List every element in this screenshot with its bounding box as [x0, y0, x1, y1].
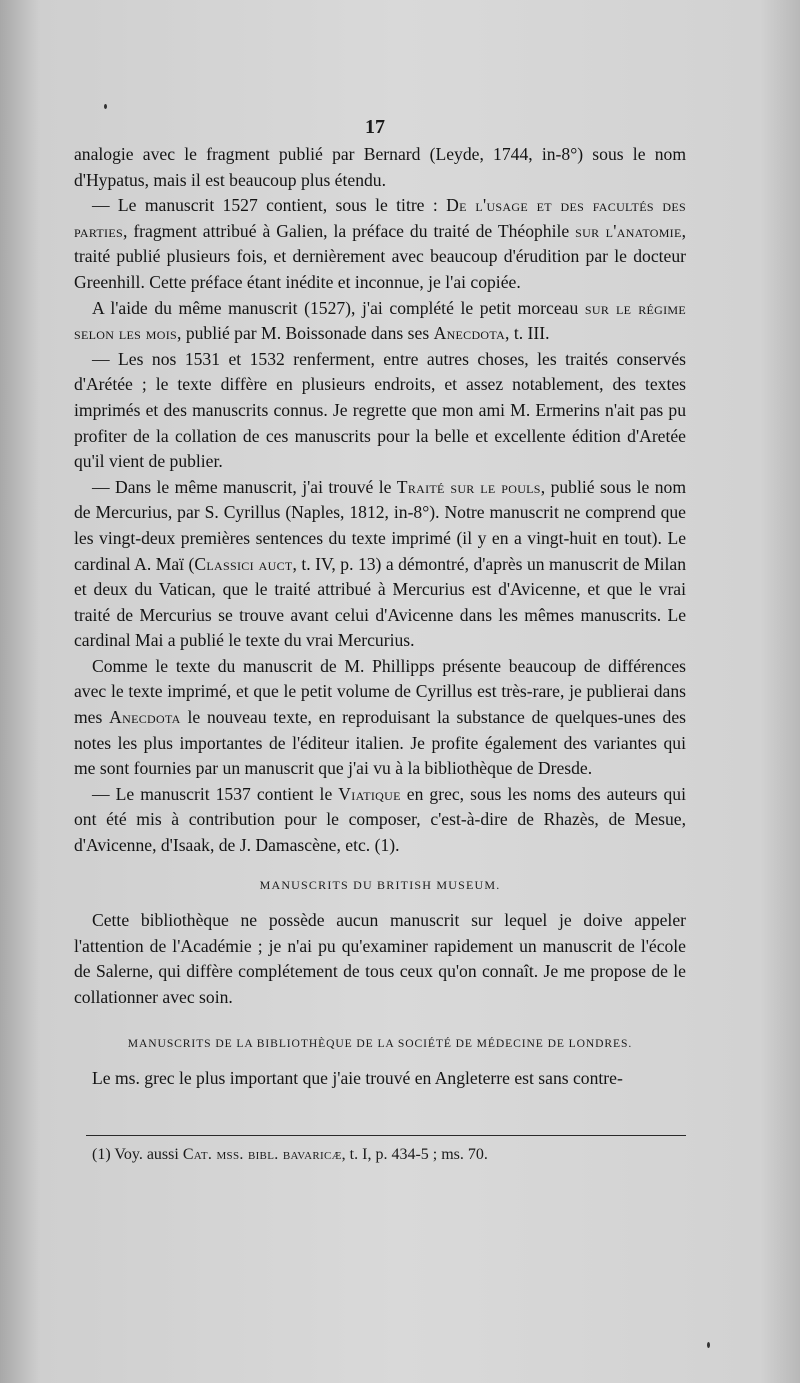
paragraph-8-text: Cette bibliothèque ne possède aucun manuscrit sur lequel je doive appeler l'attention de l'Académie ; je n'ai pu qu'examiner rapidement un manuscrit de l'école de Salerne, qui diffère complétement de tous ceux qu'on connaît. Je me propose de le collationner avec soin.	[74, 910, 686, 1007]
title-sur-le-regime: sur le régime selon les mois	[74, 297, 686, 344]
title-classici-auct: Classici auct	[194, 553, 293, 574]
paragraph-2-text-c: , traité publié plusieurs fois, et dernièrement avec beaucoup d'érudition par le docteur Greenhill. Cette préface étant inédite et inconnue, je l'ai copiée.	[74, 220, 687, 292]
paragraph-7-text-a: — Le manuscrit 1537 contient le	[92, 783, 339, 804]
paragraph-2-text-b: , fragment attribué à Galien, la préface du traité de Théophile	[122, 220, 576, 241]
paragraph-8	[74, 908, 686, 1010]
paragraph-7-text-b: en grec, sous les noms des auteurs qui ont été mis à contribution pour le composer, c'est-à-dire de Rhazès, de Mesue, d'Avicenne, d'Isaak, de J. Damascène, etc. (1).	[74, 783, 686, 856]
title-viatique: Viatique	[338, 783, 401, 804]
paragraph-7	[74, 782, 686, 859]
paragraph-3-text-c: , t. III.	[505, 323, 550, 344]
paragraph-4-text: — Les nos 1531 et 1532 renferment, entre autres choses, les traités conservés d'Arétée ; le texte diffère en plusieurs endroits, et assez notablement, des textes imprimés et des manuscrits connus. Je regrette que mon ami M. Ermerins n'ait pas pu profiter de la collation de ces manuscrits pour la belle et excellente édition d'Aretée qu'il vient de publier.	[74, 348, 686, 472]
paragraph-6-text-b: le nouveau texte, en reproduisant la substance de quelques-unes des notes les plus importantes de l'éditeur italien. Je profite également des variantes qui me sont fournies par un manuscrit que j'ai vu à la bibliothèque de Dresde.	[74, 707, 686, 779]
title-traite-sur-le-pouls: Traité sur le pouls	[396, 476, 541, 497]
section-heading-societe-medecine: MANUSCRITS DE LA BIBLIOTHÈQUE DE LA SOCIÉTÉ DE MÉDECINE DE LONDRES.	[127, 1036, 633, 1050]
footnote-title: Cat. mss. bibl. bavaricæ	[182, 1146, 342, 1163]
paragraph-5-text-c: , t. IV, p. 13) a démontré, d'après un manuscrit de Milan et deux du Vatican, que le traité attribué à Mercurius est d'Avicenne, et que le vrai traité de Mercurius se trouve avant celui d'Avicenne dans les mêmes manuscrits. Le cardinal Mai a publié le texte du vrai Mercurius.	[74, 553, 686, 651]
paragraph-2-text-a: — Le manuscrit 1527 contient, sous le titre :	[92, 195, 447, 216]
scan-speck	[707, 1342, 710, 1348]
paragraph-3-text-b: , publié par M. Boissonade dans ses	[177, 323, 434, 344]
paragraph-3-text-a: A l'aide du même manuscrit (1527), j'ai complété le petit morceau	[92, 297, 585, 318]
title-anecdota: Anecdota	[433, 323, 506, 344]
footnote	[92, 1146, 682, 1164]
paragraph-3	[74, 296, 686, 347]
title-de-l-usage: De l'usage et des facultés des parties	[74, 195, 687, 241]
paragraph-1	[74, 142, 686, 193]
paragraph-6-text-a: Comme le texte du manuscrit de M. Phillipps présente beaucoup de différences avec le texte imprimé, et que le petit volume de Cyrillus est très-rare, je publierai dans mes	[74, 655, 686, 728]
paragraph-4	[74, 347, 686, 475]
paragraph-9-text: Le ms. grec le plus important que j'aie trouvé en Angleterre est sans contre-	[92, 1068, 623, 1089]
footnote-rule	[86, 1135, 686, 1136]
footnote-text-b: , t. I, p. 434-5 ; ms. 70.	[341, 1146, 488, 1163]
scan-speck	[104, 104, 107, 109]
section-heading-british-museum: MANUSCRITS DU BRITISH MUSEUM.	[259, 877, 501, 892]
body-text	[74, 142, 686, 1092]
page-number: 17	[365, 116, 385, 138]
footnote-text-a: (1) Voy. aussi	[92, 1146, 183, 1163]
title-anecdota-2: Anecdota	[109, 707, 181, 728]
paragraph-1-text: analogie avec le fragment publié par Bernard (Leyde, 1744, in-8°) sous le nom d'Hypatus, mais il est beaucoup plus étendu.	[74, 144, 686, 190]
paragraph-5-text-a: — Dans le même manuscrit, j'ai trouvé le	[92, 476, 397, 497]
paragraph-9	[74, 1066, 686, 1092]
paragraph-6	[74, 654, 686, 782]
title-sur-l-anatomie: sur l'anatomie	[575, 220, 682, 241]
paragraph-5-text-b: , publié sous le nom de Mercurius, par S. Cyrillus (Naples, 1812, in-8°). Notre manuscrit ne comprend que les vingt-deux premières sentences du texte imprimé (il y en a vingt-huit en tout). Le cardinal A. Maï (	[74, 476, 687, 574]
paragraph-2	[74, 193, 686, 295]
paragraph-5	[74, 475, 686, 654]
